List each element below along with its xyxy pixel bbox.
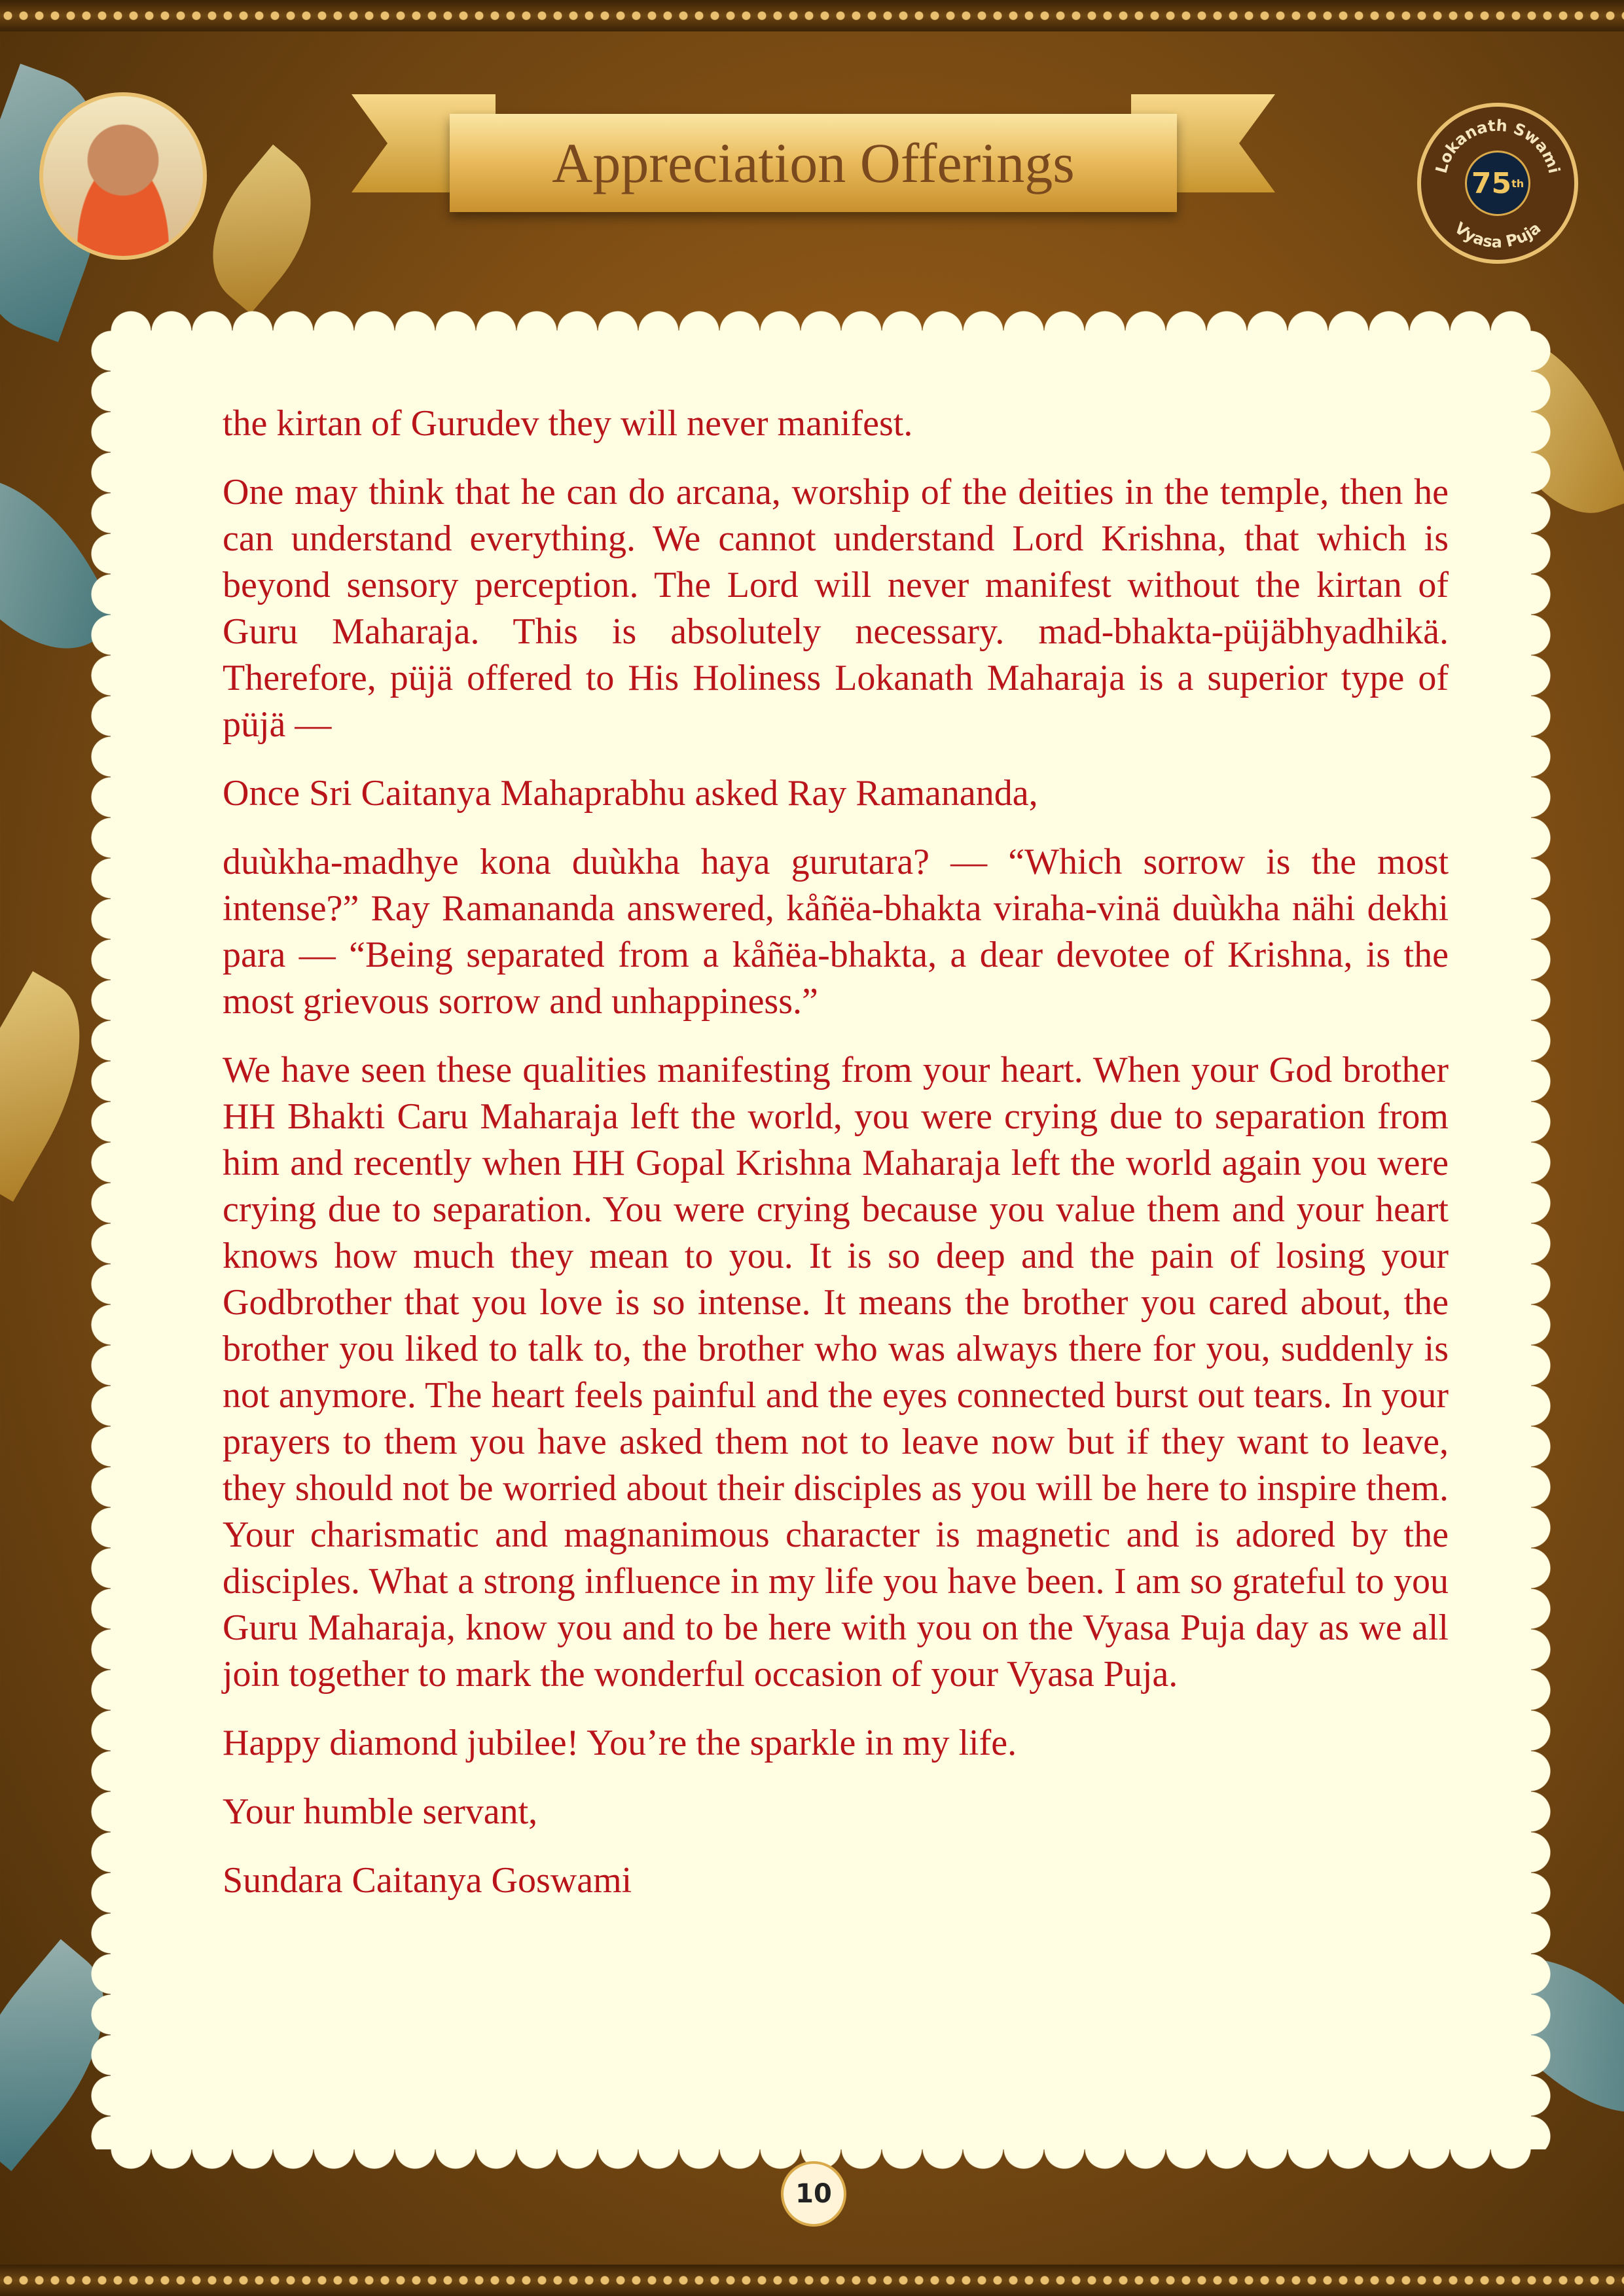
paragraph: Happy diamond jubilee! You’re the sparkle in my life. bbox=[223, 1723, 1017, 1763]
top-decorative-border bbox=[0, 0, 1624, 31]
paragraph: Once Sri Caitanya Mahaprabhu asked Ray Ramananda, bbox=[223, 773, 1038, 814]
paragraph: One may think that he can do arcana, worship of the deities in the temple, then he can understand everything. We cannot understand Lord Krishna, that which is beyond sensory perception. The Lord will never manifest without the kirtan of Guru Maharaja. This is absolutely necessary. mad-bhakta-püjäbhyadhikä. Therefore, püjä offered to His Holiness Lokanath Maharaja is a superior type of püjä — bbox=[223, 472, 1449, 745]
badge-number-text: 75 bbox=[1471, 166, 1512, 200]
title-banner bbox=[352, 88, 1275, 234]
page-title: Appreciation Offerings bbox=[552, 132, 1075, 194]
offering-text bbox=[223, 401, 1449, 1926]
anniversary-badge-logo bbox=[1417, 103, 1578, 264]
page-number: 10 bbox=[781, 2161, 846, 2227]
closing: Your humble servant, bbox=[223, 1791, 538, 1832]
paragraph: We have seen these qualities manifesting from your heart. When your God brother HH Bhakti Caru Maharaja left the world, you were crying due to separation from him and recently when HH Gopal Krishna Maharaja left the world again you were crying due to separation. You were crying because you value them and your heart knows how much they mean to you. It is so deep and the pain of losing your Godbrother that you love is so intense. It means the brother you cared about, the brother you liked to talk to, the brother who was always there for you, suddenly is not anymore. The heart feels painful and the eyes connected burst out tears. In your prayers to them you have asked them not to leave now but if they want to leave, they should not be worried about their disciples as you will be here to inspire them. Your charismatic and magnanimous character is magnetic and is adored by the disciples. What a strong influence in my life you have been. I am so grateful to you Guru Maharaja, know you and to be here with you on the Vyasa Puja day as we all join together to mark the wonderful occasion of your Vyasa Puja. bbox=[223, 1050, 1449, 1695]
signature: Sundara Caitanya Goswami bbox=[223, 1860, 632, 1901]
badge-top-text: Lokanath Swami bbox=[1432, 116, 1564, 175]
bottom-decorative-border bbox=[0, 2265, 1624, 2296]
badge-bottom-text: Vyasa Puja bbox=[1451, 219, 1545, 252]
paragraph: the kirtan of Gurudev they will never manifest. bbox=[223, 403, 913, 444]
guru-portrait-photo bbox=[39, 92, 207, 260]
badge-suffix: th bbox=[1511, 177, 1525, 190]
paragraph: duùkha-madhye kona duùkha haya gurutara? — “Which sorrow is the most intense?” Ray Ramananda answered, kåñëa-bhakta viraha-vinä duùkha nähi dekhi para — “Being separated from a kåñëa-bhakta, a dear devotee of Krishna, is the most grievous sorrow and unhappiness.” bbox=[223, 842, 1449, 1022]
badge-ring bbox=[1421, 107, 1574, 260]
ribbon bbox=[450, 114, 1177, 212]
